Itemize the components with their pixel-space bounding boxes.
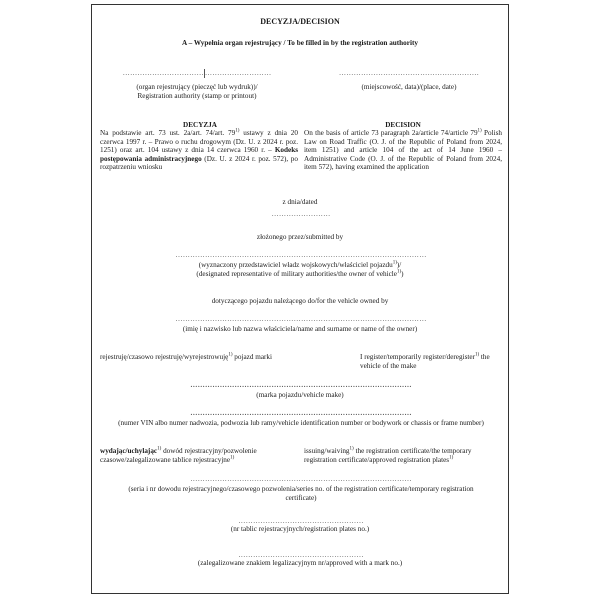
submitted-by-field[interactable]: ………………………………………………………………………………………… xyxy=(175,251,427,259)
en-issuing-statement: issuing/waiving$^{1)}$ the registration certificate/the temporary registration certificate/approved registration plates$^{1)}$ xyxy=(304,446,472,464)
pl-register-statement: rejestruję/czasowo rejestruję/wyrejestrowuję$^{1)}$ pojazd marki xyxy=(100,352,273,361)
dated-field[interactable]: …………………… xyxy=(271,210,331,218)
en-legal-basis: On the basis of article 73 paragraph 2a/article 74/article 79$^{1)}$ Polish Law on Road Traffic (O. J. of the Republic of Poland from 2024, item 1251) and article 104 of the act of 14 June 1960 – Administrative Code (O. J. of the Republic of Poland from 2024, item 572), having examined the application xyxy=(304,128,502,172)
pl-legal-basis: Na podstawie art. 73 ust. 2a/art. 74/art. 79$^{1)}$ ustawy z dnia 20 czerwca 1997 r. – Prawo o ruchu drogowym (Dz. U. z 2024 r. poz. 1251) oraz art. 104 ustawy z dnia 14 czerwca 1960 r. – Kodeks postępowania administracyjnego (Dz. U. z 2024 r. poz. 572), po rozpatrzeniu wniosku xyxy=(100,128,298,172)
pl-heading: DECYZJA xyxy=(183,121,217,129)
place-date-field[interactable]: ………………………………………………… xyxy=(338,69,480,77)
owner-name-field[interactable]: ………………………………………………………………………………………… xyxy=(175,315,427,323)
dated-label: z dnia/dated xyxy=(282,198,318,206)
authority-field[interactable]: …………………………………………………… xyxy=(122,69,272,78)
submitted-by-label: złożonego przez/submitted by xyxy=(256,233,344,241)
legalization-mark-label: (zalegalizowane znakiem legalizacyjnym nr/approved with a mark no.) xyxy=(197,559,403,567)
vehicle-make-field[interactable]: ……………………………………………………………………………… xyxy=(190,381,412,389)
series-number-field[interactable]: ……………………………………………………………………………… xyxy=(190,475,412,483)
section-a-heading: A – Wypełnia organ rejestrujący / To be filled in by the registration authority xyxy=(182,39,418,47)
en-register-statement: I register/temporarily register/deregister$^{1)}$ the vehicle of the make xyxy=(360,352,490,370)
pl-issuing-statement: wydając/uchylając$^{1)}$ dowód rejestracyjny/pozwolenie czasowe/zalegalizowane tablice rejestracyjne$^{1)}$ xyxy=(100,446,257,464)
authority-label: (organ rejestrujący (pieczęć lub wydruk))/ Registration authority (stamp or printout) xyxy=(136,83,258,100)
representative-label: (wyznaczony przedstawiciel władz wojskowych/właściciel pojazdu$^{1)}$)/ (designated representative of military authorities/the owner of vehicle$^{1)}$) xyxy=(196,260,404,278)
owner-name-label: (imię i nazwisko lub nazwa właściciela/name and surname or name of the owner) xyxy=(182,325,418,333)
vehicle-owned-label: dotyczącego pojazdu należącego do/for the vehicle owned by xyxy=(211,297,389,305)
legalization-mark-field[interactable]: …………………………………………… xyxy=(238,551,364,559)
vin-field[interactable]: ……………………………………………………………………………… xyxy=(190,409,412,417)
form-page xyxy=(91,4,509,594)
series-number-label: (seria i nr dowodu rejestracyjnego/czasowego pozwolenia/series no. of the registration certificate/temporary registration certificate) xyxy=(128,485,474,502)
form-title: DECYZJA/DECISION xyxy=(260,17,340,26)
plates-number-field[interactable]: …………………………………………… xyxy=(238,517,364,525)
text-cursor xyxy=(204,69,205,78)
plates-number-label: (nr tablic rejestracyjnych/registration plates no.) xyxy=(230,525,370,533)
place-date-label: (miejscowość, data)/(place, date) xyxy=(361,83,457,91)
vin-label: (numer VIN albo numer nadwozia, podwozia lub ramy/vehicle identification number or bodywork or chassis or frame number) xyxy=(118,419,484,427)
en-heading: DECISION xyxy=(385,121,421,129)
vehicle-make-label: (marka pojazdu/vehicle make) xyxy=(256,391,344,399)
